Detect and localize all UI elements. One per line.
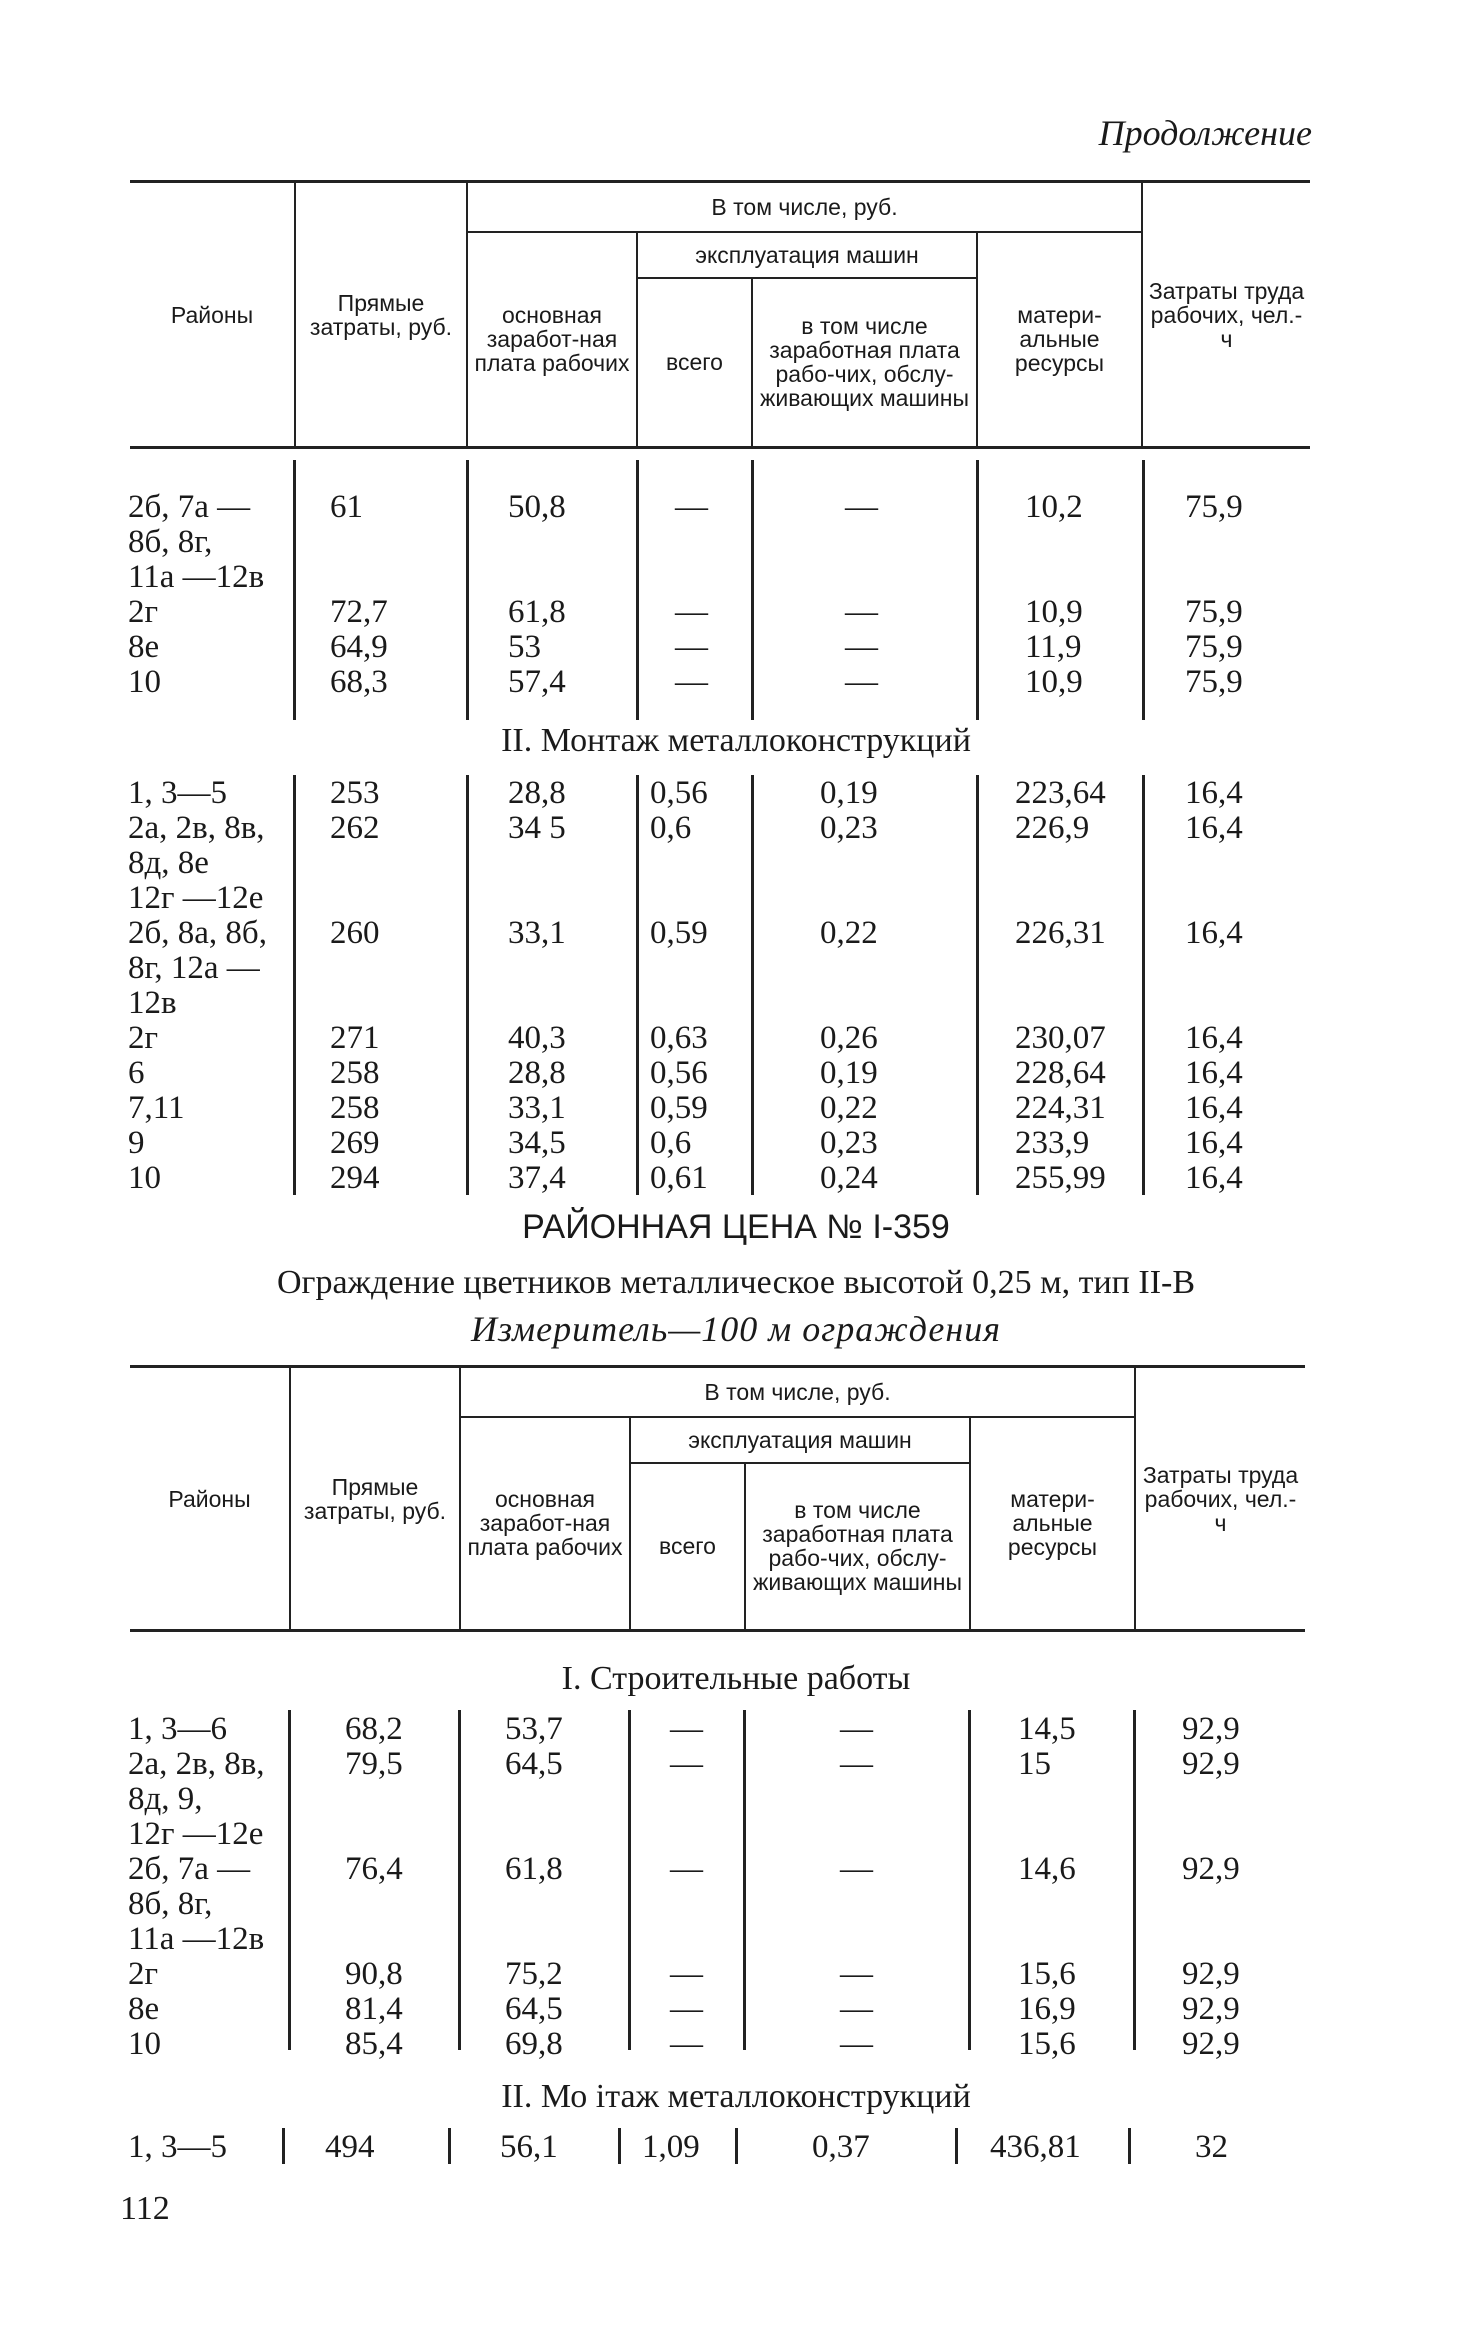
divider <box>751 775 754 1195</box>
region-cell: 8д, 9, <box>128 1781 203 1817</box>
price-description: Ограждение цветников металлическое высотой 0,25 м, тип II-В <box>276 1264 1196 1301</box>
machine-wages: 0,22 <box>820 1090 878 1126</box>
divider <box>288 1710 291 2050</box>
machines-total: — <box>670 1851 703 1887</box>
machines-total: — <box>675 594 708 630</box>
machines-total: 1,09 <box>642 2129 700 2165</box>
direct-cost: 81,4 <box>345 1991 403 2027</box>
materials: 224,31 <box>1015 1090 1106 1126</box>
basic-wage: 40,3 <box>508 1020 566 1056</box>
region-cell: 2б, 8а, 8б, <box>128 915 267 951</box>
machines-total: 0,59 <box>650 915 708 951</box>
direct-cost: 258 <box>330 1055 380 1091</box>
labor: 92,9 <box>1182 1711 1240 1747</box>
machine-wages: 0,37 <box>812 2129 870 2165</box>
divider <box>466 460 469 720</box>
labor: 92,9 <box>1182 2026 1240 2062</box>
section-title: I. Строительные работы <box>561 1660 911 1697</box>
price-title: РАЙОННАЯ ЦЕНА № I-359 <box>522 1208 950 1246</box>
machines-total: 0,56 <box>650 1055 708 1091</box>
direct-cost: 61 <box>330 489 363 525</box>
col-direct: Прямые затраты, руб. <box>290 1367 460 1631</box>
direct-cost: 85,4 <box>345 2026 403 2062</box>
machine-wages: 0,22 <box>820 915 878 951</box>
materials: 10,9 <box>1025 594 1083 630</box>
direct-cost: 90,8 <box>345 1956 403 1992</box>
materials: 14,6 <box>1018 1851 1076 1887</box>
divider <box>955 2128 958 2164</box>
divider <box>618 2128 621 2164</box>
labor: 75,9 <box>1185 664 1243 700</box>
col-machines-total: всего <box>637 278 752 448</box>
basic-wage: 57,4 <box>508 664 566 700</box>
machines-total: 0,63 <box>650 1020 708 1056</box>
col-regions: Районы <box>130 1367 290 1631</box>
divider <box>1128 2128 1131 2164</box>
region-cell: 11а —12в <box>128 1921 265 1957</box>
basic-wage: 61,8 <box>505 1851 563 1887</box>
basic-wage: 75,2 <box>505 1956 563 1992</box>
materials: 14,5 <box>1018 1711 1076 1747</box>
machine-wages: — <box>840 1746 873 1782</box>
materials: 16,9 <box>1018 1991 1076 2027</box>
machine-wages: 0,19 <box>820 775 878 811</box>
table1-header <box>130 180 1310 449</box>
direct-cost: 253 <box>330 775 380 811</box>
machine-wages: 0,19 <box>820 1055 878 1091</box>
region-cell: 8г, 12а — <box>128 950 260 986</box>
direct-cost: 68,3 <box>330 664 388 700</box>
col-regions: Районы <box>130 182 295 448</box>
machines-total: — <box>670 2026 703 2062</box>
col-machines-total: всего <box>630 1463 745 1631</box>
materials: 10,2 <box>1025 489 1083 525</box>
materials: 15,6 <box>1018 2026 1076 2062</box>
region-cell: 12г —12е <box>128 1816 264 1852</box>
materials: 255,99 <box>1015 1160 1106 1196</box>
divider <box>448 2128 451 2164</box>
direct-cost: 79,5 <box>345 1746 403 1782</box>
direct-cost: 260 <box>330 915 380 951</box>
region-cell: 1, 3—5 <box>128 2129 227 2165</box>
divider <box>458 1710 461 2050</box>
labor: 16,4 <box>1185 1160 1243 1196</box>
machine-wages: 0,24 <box>820 1160 878 1196</box>
col-including: В том числе, руб. <box>460 1367 1135 1417</box>
materials: 15,6 <box>1018 1956 1076 1992</box>
basic-wage: 28,8 <box>508 1055 566 1091</box>
basic-wage: 37,4 <box>508 1160 566 1196</box>
direct-cost: 262 <box>330 810 380 846</box>
divider <box>1133 1710 1136 2050</box>
machines-total: — <box>675 629 708 665</box>
col-labor: Затраты труда рабочих, чел.-ч <box>1142 182 1310 448</box>
divider <box>976 460 979 720</box>
machine-wages: — <box>840 1956 873 1992</box>
machine-wages: — <box>840 1991 873 2027</box>
machines-total: — <box>670 1956 703 1992</box>
region-cell: 8е <box>128 629 160 665</box>
labor: 75,9 <box>1185 489 1243 525</box>
basic-wage: 33,1 <box>508 1090 566 1126</box>
machines-total: — <box>670 1991 703 2027</box>
direct-cost: 68,2 <box>345 1711 403 1747</box>
region-cell: 10 <box>128 1160 161 1196</box>
col-including: В том числе, руб. <box>467 182 1142 232</box>
region-cell: 2б, 7а — <box>128 1851 251 1887</box>
col-basic-wage: основная заработ-ная плата рабочих <box>467 232 637 448</box>
materials: 10,9 <box>1025 664 1083 700</box>
machines-total: 0,6 <box>650 1125 692 1161</box>
machine-wages: — <box>840 1851 873 1887</box>
machine-wages: — <box>840 2026 873 2062</box>
section-title: II. Монтаж металлоконструкций <box>501 722 971 759</box>
basic-wage: 69,8 <box>505 2026 563 2062</box>
basic-wage: 56,1 <box>500 2129 558 2165</box>
divider <box>293 775 296 1195</box>
materials: 226,9 <box>1015 810 1090 846</box>
divider <box>636 460 639 720</box>
region-cell: 2а, 2в, 8в, <box>128 1746 265 1782</box>
labor: 16,4 <box>1185 1125 1243 1161</box>
region-cell: 10 <box>128 2026 161 2062</box>
direct-cost: 76,4 <box>345 1851 403 1887</box>
region-cell: 10 <box>128 664 161 700</box>
basic-wage: 53,7 <box>505 1711 563 1747</box>
divider <box>751 460 754 720</box>
basic-wage: 34 5 <box>508 810 566 846</box>
machine-wages: — <box>845 489 878 525</box>
labor: 16,4 <box>1185 1090 1243 1126</box>
basic-wage: 53 <box>508 629 541 665</box>
col-machine-wages: в том числе заработная плата рабо-чих, обслу-живающих машины <box>752 278 977 448</box>
machine-wages: — <box>845 664 878 700</box>
region-cell: 2б, 7а — <box>128 489 251 525</box>
labor: 92,9 <box>1182 1746 1240 1782</box>
labor: 75,9 <box>1185 629 1243 665</box>
col-direct: Прямые затраты, руб. <box>295 182 467 448</box>
machines-total: 0,6 <box>650 810 692 846</box>
divider <box>628 1710 631 2050</box>
machine-wages: — <box>845 629 878 665</box>
divider <box>1142 460 1145 720</box>
labor: 16,4 <box>1185 1020 1243 1056</box>
region-cell: 8б, 8г, <box>128 524 213 560</box>
labor: 92,9 <box>1182 1991 1240 2027</box>
machines-total: — <box>670 1746 703 1782</box>
materials: 11,9 <box>1025 629 1082 665</box>
divider <box>282 2128 285 2164</box>
region-cell: 8б, 8г, <box>128 1886 213 1922</box>
materials: 226,31 <box>1015 915 1106 951</box>
labor: 16,4 <box>1185 1055 1243 1091</box>
col-materials: матери-альные ресурсы <box>977 232 1142 448</box>
machine-wages: 0,26 <box>820 1020 878 1056</box>
divider <box>743 1710 746 2050</box>
region-cell: 8е <box>128 1991 160 2027</box>
col-machines: эксплуатация машин <box>637 232 977 278</box>
region-cell: 12в <box>128 985 177 1021</box>
labor: 92,9 <box>1182 1851 1240 1887</box>
region-cell: 2г <box>128 594 159 630</box>
machines-total: — <box>675 489 708 525</box>
labor: 16,4 <box>1185 915 1243 951</box>
region-cell: 7,11 <box>128 1090 185 1126</box>
region-cell: 2а, 2в, 8в, <box>128 810 265 846</box>
divider <box>735 2128 738 2164</box>
direct-cost: 294 <box>330 1160 380 1196</box>
direct-cost: 494 <box>325 2129 375 2165</box>
divider <box>976 775 979 1195</box>
direct-cost: 271 <box>330 1020 380 1056</box>
labor: 16,4 <box>1185 810 1243 846</box>
basic-wage: 50,8 <box>508 489 566 525</box>
direct-cost: 269 <box>330 1125 380 1161</box>
materials: 233,9 <box>1015 1125 1090 1161</box>
machines-total: 0,59 <box>650 1090 708 1126</box>
basic-wage: 28,8 <box>508 775 566 811</box>
materials: 436,81 <box>990 2129 1081 2165</box>
basic-wage: 33,1 <box>508 915 566 951</box>
basic-wage: 64,5 <box>505 1746 563 1782</box>
col-machine-wages: в том числе заработная плата рабо-чих, обслу-живающих машины <box>745 1463 970 1631</box>
machines-total: — <box>670 1711 703 1747</box>
col-labor: Затраты труда рабочих, чел.-ч <box>1135 1367 1305 1631</box>
machine-wages: 0,23 <box>820 810 878 846</box>
continuation-label: Продолжение <box>1098 113 1312 153</box>
machines-total: 0,56 <box>650 775 708 811</box>
basic-wage: 34,5 <box>508 1125 566 1161</box>
direct-cost: 258 <box>330 1090 380 1126</box>
region-cell: 2г <box>128 1020 159 1056</box>
labor: 75,9 <box>1185 594 1243 630</box>
col-basic-wage: основная заработ-ная плата рабочих <box>460 1417 630 1631</box>
direct-cost: 64,9 <box>330 629 388 665</box>
col-materials: матери-альные ресурсы <box>970 1417 1135 1631</box>
page-number: 112 <box>120 2190 170 2227</box>
machine-wages: 0,23 <box>820 1125 878 1161</box>
price-measure: Измеритель—100 м ограждения <box>471 1309 1001 1349</box>
region-cell: 1, 3—6 <box>128 1711 227 1747</box>
labor: 16,4 <box>1185 775 1243 811</box>
divider <box>1142 775 1145 1195</box>
materials: 15 <box>1018 1746 1051 1782</box>
divider <box>968 1710 971 2050</box>
basic-wage: 61,8 <box>508 594 566 630</box>
region-cell: 8д, 8е <box>128 845 209 881</box>
direct-cost: 72,7 <box>330 594 388 630</box>
col-machines: эксплуатация машин <box>630 1417 970 1463</box>
basic-wage: 64,5 <box>505 1991 563 2027</box>
labor: 92,9 <box>1182 1956 1240 1992</box>
region-cell: 2г <box>128 1956 159 1992</box>
machine-wages: — <box>845 594 878 630</box>
table2-header <box>130 1365 1305 1632</box>
materials: 228,64 <box>1015 1055 1106 1091</box>
region-cell: 12г —12е <box>128 880 264 916</box>
section-title: II. Мо iтаж металлоконструкций <box>501 2078 971 2115</box>
region-cell: 9 <box>128 1125 145 1161</box>
materials: 223,64 <box>1015 775 1106 811</box>
region-cell: 1, 3—5 <box>128 775 227 811</box>
divider <box>636 775 639 1195</box>
machine-wages: — <box>840 1711 873 1747</box>
machines-total: 0,61 <box>650 1160 708 1196</box>
machines-total: — <box>675 664 708 700</box>
region-cell: 11а —12в <box>128 559 265 595</box>
divider <box>466 775 469 1195</box>
labor: 32 <box>1195 2129 1228 2165</box>
region-cell: 6 <box>128 1055 145 1091</box>
divider <box>293 460 296 720</box>
materials: 230,07 <box>1015 1020 1106 1056</box>
